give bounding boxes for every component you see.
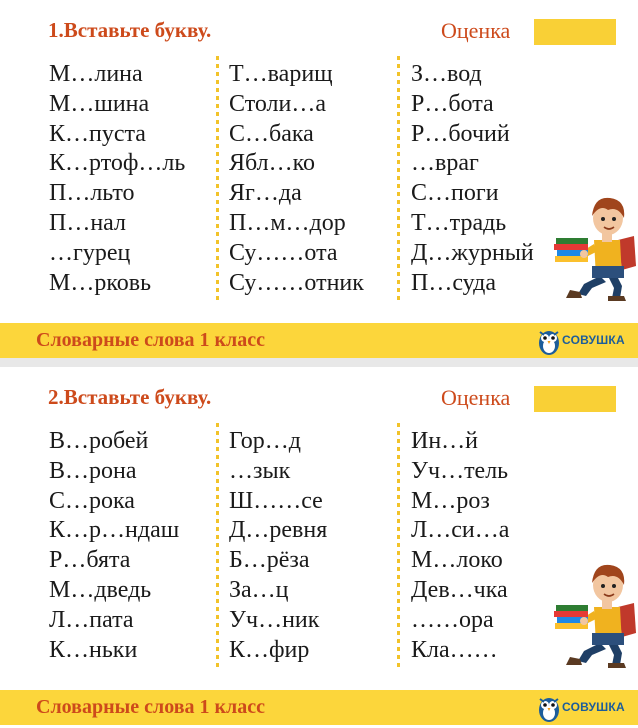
word-item: К…ртоф…ль	[49, 150, 186, 177]
word-item: Т…традь	[411, 209, 507, 236]
word-item: Кла……	[411, 636, 498, 663]
word-item: Д…ревня	[229, 517, 328, 544]
word-column-3	[411, 427, 509, 665]
sovushka-logo	[537, 693, 633, 723]
word-item: Дев…чка	[411, 576, 508, 603]
logo-text: СОВУШКА	[562, 333, 625, 347]
schoolboy-with-books-icon	[548, 555, 638, 670]
word-item: Л…пата	[49, 606, 134, 633]
task-title: 1.Вставьте букву.	[48, 18, 212, 42]
word-item: Столи…а	[229, 90, 327, 117]
word-item: Яг…да	[229, 180, 302, 207]
word-item: М…лина	[49, 61, 143, 87]
word-column-3	[411, 60, 534, 298]
word-item: Уч…ник	[229, 606, 320, 633]
footer-banner	[0, 690, 638, 725]
word-item: С…рока	[49, 487, 135, 514]
card-separator	[0, 358, 638, 367]
word-item: Л…си…а	[411, 517, 510, 544]
word-item: М…шина	[49, 90, 150, 117]
column-divider	[216, 56, 219, 301]
word-item: …враг	[411, 150, 479, 177]
exercise-card-2	[0, 367, 638, 725]
word-item: В…робей	[49, 428, 149, 454]
banner-text: Словарные слова 1 класс	[36, 696, 266, 718]
word-item: Р…бота	[411, 90, 494, 117]
column-divider	[397, 56, 400, 301]
word-item: С…бака	[229, 120, 314, 147]
word-item: З…вод	[411, 61, 482, 87]
word-item: С…поги	[411, 180, 499, 207]
word-item: П…суда	[411, 269, 497, 296]
schoolboy-with-books-icon	[548, 188, 638, 303]
word-item: Ш……се	[229, 487, 323, 514]
word-column-1	[49, 427, 179, 665]
word-item: К…пуста	[49, 120, 146, 147]
word-column-2	[229, 60, 364, 298]
owl-logo-icon	[537, 693, 561, 723]
word-item: Су……ота	[229, 239, 338, 266]
grade-box[interactable]	[534, 386, 616, 412]
word-item: За…ц	[229, 576, 289, 603]
column-divider	[216, 423, 219, 668]
word-item: Р…бочий	[411, 120, 510, 147]
grade-label: Оценка	[441, 18, 511, 43]
word-item: Ин…й	[411, 428, 479, 454]
word-item: П…м…дор	[229, 209, 346, 236]
word-item: М…локо	[411, 547, 503, 574]
grade-label: Оценка	[441, 385, 511, 410]
exercise-card-1	[0, 0, 638, 358]
word-item: Уч…тель	[411, 457, 509, 484]
word-item: Р…бята	[49, 547, 131, 574]
word-item: Гор…д	[229, 428, 301, 454]
word-item: Б…рёза	[229, 547, 310, 574]
word-item: М…дведь	[49, 576, 152, 603]
word-item: К…фир	[229, 636, 310, 663]
word-item: …гурец	[49, 239, 131, 266]
word-item: П…льто	[49, 180, 135, 207]
word-item: ……ора	[411, 606, 494, 633]
word-item: К…ньки	[49, 636, 138, 663]
owl-logo-icon	[537, 326, 561, 356]
word-column-1	[49, 60, 185, 298]
logo-text: СОВУШКА	[562, 700, 625, 714]
word-item: Д…журный	[411, 239, 534, 266]
word-item: Т…варищ	[229, 61, 333, 87]
banner-text: Словарные слова 1 класс	[36, 329, 266, 351]
word-item: П…нал	[49, 209, 127, 236]
footer-banner	[0, 323, 638, 358]
word-item: В…рона	[49, 457, 137, 484]
word-item: М…рковь	[49, 269, 152, 296]
task-title: 2.Вставьте букву.	[48, 385, 212, 409]
word-item: …зык	[229, 457, 291, 484]
word-item: К…р…ндаш	[49, 517, 180, 544]
grade-box[interactable]	[534, 19, 616, 45]
column-divider	[397, 423, 400, 668]
word-column-2	[229, 427, 327, 665]
word-item: Су……отник	[229, 269, 364, 296]
sovushka-logo	[537, 326, 633, 356]
word-item: М…роз	[411, 487, 490, 514]
word-item: Ябл…ко	[229, 150, 316, 177]
